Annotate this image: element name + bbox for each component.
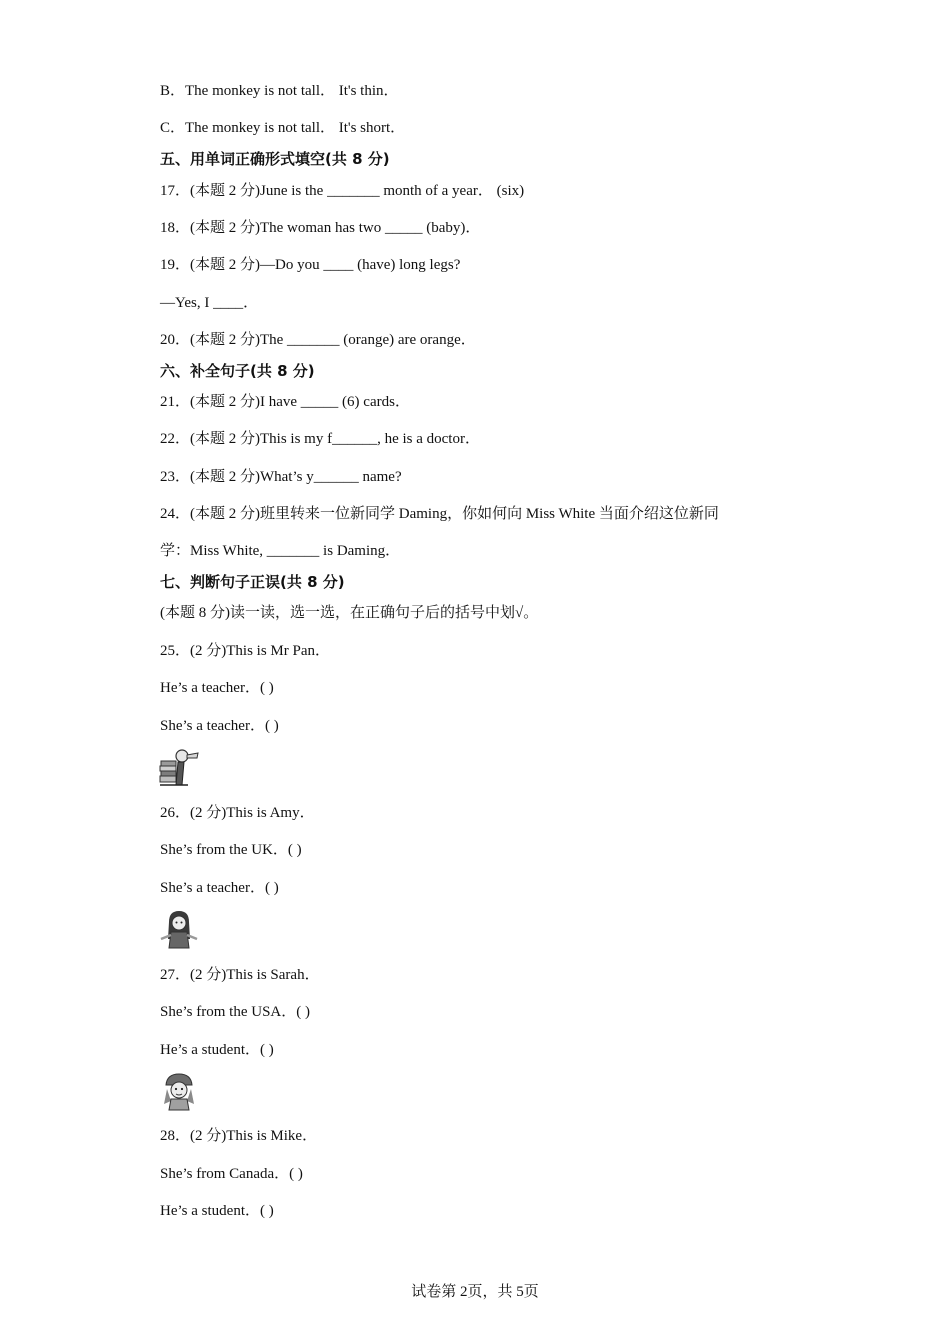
girl-amy-illustration [158, 909, 200, 949]
question-25-option-b: She’s a teacher．( ) [160, 718, 279, 734]
teacher-icon [158, 747, 200, 787]
section-7-heading: 七、判断句子正误(共 8 分) [160, 573, 345, 591]
option-c: C．The monkey is not tall． It's short． [160, 120, 406, 136]
question-26-option-b: She’s a teacher．( ) [160, 880, 279, 896]
question-25: 25．(2 分)This is Mr Pan． [160, 643, 330, 659]
section-6-heading: 六、补全句子(共 8 分) [160, 362, 315, 380]
option-b: B．The monkey is not tall． It's thin． [160, 83, 399, 99]
question-27-option-b: He’s a student．( ) [160, 1042, 274, 1058]
question-17: 17．(本题 2 分)June is the _______ month of a year． (six) [160, 183, 525, 199]
question-28: 28．(2 分)This is Mike． [160, 1128, 318, 1144]
question-19: 19．(本题 2 分)—Do you ____ (have) long legs? [160, 257, 461, 273]
teacher-with-books-illustration [158, 747, 200, 787]
girl-with-cap-icon [158, 1071, 200, 1111]
section-7-instructions: (本题 8 分)读一读，选一选，在正确句子后的括号中划√。 [160, 605, 539, 621]
question-21: 21．(本题 2 分)I have _____ (6) cards． [160, 394, 410, 410]
question-25-option-a: He’s a teacher．( ) [160, 680, 274, 696]
question-24: 24．(本题 2 分)班里转来一位新同学 Daming，你如何向 Miss White 当面介绍这位新同 [160, 506, 719, 522]
girl-icon [158, 909, 200, 949]
girl-sarah-illustration [158, 1071, 200, 1111]
page-footer: 试卷第 2页，共 5页 [411, 1284, 539, 1300]
question-18: 18．(本题 2 分)The woman has two _____ (baby)． [160, 220, 481, 236]
question-20: 20．(本题 2 分)The _______ (orange) are orange． [160, 332, 476, 348]
section-5-heading: 五、用单词正确形式填空(共 8 分) [160, 150, 390, 168]
question-19-answer: —Yes, I ____． [160, 295, 259, 311]
question-23: 23．(本题 2 分)What’s y______ name? [160, 469, 402, 485]
question-27: 27．(2 分)This is Sarah． [160, 967, 320, 983]
question-24-continued: 学：Miss White, _______ is Daming． [160, 543, 401, 559]
question-26-option-a: She’s from the UK．( ) [160, 842, 302, 858]
question-27-option-a: She’s from the USA．( ) [160, 1004, 310, 1020]
question-28-option-a: She’s from Canada．( ) [160, 1166, 303, 1182]
question-22: 22．(本题 2 分)This is my f______, he is a doctor． [160, 431, 480, 447]
question-26: 26．(2 分)This is Amy． [160, 805, 315, 821]
question-28-option-b: He’s a student．( ) [160, 1203, 274, 1219]
